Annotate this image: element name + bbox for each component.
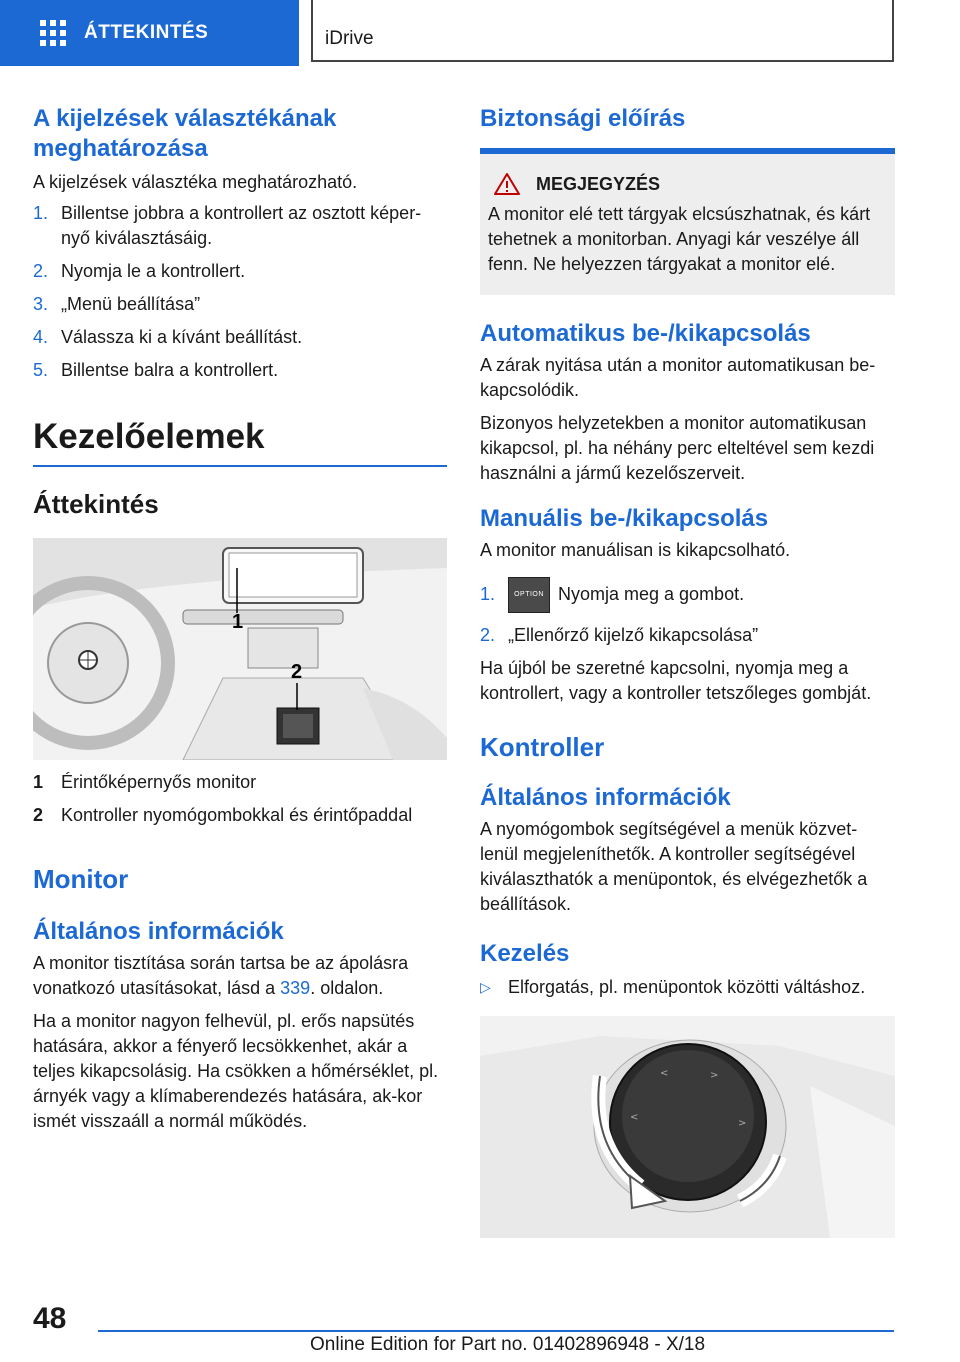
auto-onoff-title: Automatikus be-/kikapcsolás [480,320,811,347]
page-footer [0,1300,960,1362]
operation-title: Kezelés [480,940,570,968]
list-item: 2. „Ellenőrző kijelző kikapcsolása” [480,625,759,646]
manual-paragraph-1: A monitor manuálisan is kikapcsolható. [480,540,791,560]
svg-text:>: > [710,1070,719,1082]
manual-paragraph-2: Ha újból be szeretné kapcsolni, nyomja meg a kontrollert, vagy a kontroller tetszőleges gombját. [480,658,872,704]
list-item: 2. Nyomja le a kontrollert. [33,261,246,281]
left-column [33,100,447,1134]
controller-general-paragraph: A nyomógombok segítségével a menük közvet‐lenül megjeleníthetők. A kontroller segítségével kiválaszthatók a menüpontok, és elvégezhetők a beállítások. [480,819,868,915]
controller-title: Kontroller [480,732,605,763]
list-item: 5. Billentse balra a kontrollert. [33,360,279,380]
page-link[interactable]: 339 [280,978,311,998]
edition-text: Online Edition for Part no. 01402896948 - X/18 [310,1334,706,1355]
warning-triangle-icon [494,172,520,196]
controller-image [480,1016,895,1238]
grid-icon [40,20,66,46]
warning-header [488,172,887,196]
caption-item: 1 Érintőképernyős monitor [33,772,257,792]
caption-item: 2 Kontroller nyomógombokkal és érintőpaddal [33,805,413,825]
section-title-display-selection: A kijelzések választékának meghatározása [33,105,337,162]
page-number: 48 [33,1302,67,1335]
svg-text:>: > [738,1118,747,1130]
svg-text:<: < [630,1112,639,1124]
figure-captions [33,770,447,828]
tab-idrive-label: iDrive [325,28,374,49]
manual-onoff-title: Manuális be-/kikapcsolás [480,505,769,532]
safety-title: Biztonsági előírás [480,105,686,132]
right-column [480,100,895,1238]
general-paragraph-2: Ha a monitor nagyon felhevül, pl. erős napsütés hatására, akkor a fényerő lecsökkenhet, akár a teljes kikapcsolásig. Ha csökken a hőmérséklet, pl. árnyék vagy a klímaberendezés hatására, ak‐kor ismét visszaáll a normál működés. [33,1011,439,1131]
overview-title: Áttekintés [33,489,159,519]
svg-text:<: < [660,1068,669,1080]
option-button-icon: OPTION [508,577,550,613]
section-intro: A kijelzések választéka meghatározható. [33,172,358,192]
figure-label-2: 2 [291,661,303,683]
controller-illustration [480,1016,895,1238]
tab-idrive[interactable] [311,0,894,62]
auto-paragraph-2: Bizonyos helyzetekben a monitor automatikusan kikapcsol, pl. ha néhány perc elteltével sem kezdi használni a jármű kezelőszerveit. [480,413,875,483]
footer-rule [98,1330,894,1332]
list-item: 1. OPTION Nyomja meg a gombot. [480,577,895,613]
triangle-bullet-icon: ▷ [480,979,491,996]
list-item: ▷ Elforgatás, pl. menüpontok közötti váltáshoz. [480,975,895,1000]
operation-list [480,975,895,1000]
auto-paragraph-1: A zárak nyitása után a monitor automatikusan be‐kapcsolódik. [480,355,876,400]
manual-steps [480,577,895,648]
list-item: 1. Billentse jobbra a kontrollert az osztott képer‐nyő kiválasztásáig. [33,203,422,248]
steps-list [33,201,447,383]
monitor-title: Monitor [33,864,129,894]
figure-label-1: 1 [232,611,244,633]
warning-box [480,154,895,295]
list-item: 4. Válassza ki a kívánt beállítást. [33,327,303,347]
warning-heading: MEGJEGYZÉS [536,173,661,194]
list-item: 3. „Menü beállítása” [33,294,201,314]
controller-general-title: Általános információk [480,784,731,812]
warning-text: A monitor elé tett tárgyak elcsúszhatnak, és kárt tehetnek a monitorban. Anyagi kár veszélye áll fenn. Ne helyezzen tárgyakat a monitor elé. [488,204,871,274]
tab-overview[interactable] [0,0,299,66]
tab-overview-label: ÁTTEKINTÉS [84,22,209,43]
chapter-title: Kezelőelemek [33,417,447,467]
cockpit-image [33,538,447,760]
general-paragraph-1: A monitor tisztítása során tartsa be az ápolásra vonatkozó utasításokat, lásd a 339. oldalon. [33,953,409,998]
top-bar [0,0,960,66]
general-info-title: Általános információk [33,918,284,945]
cockpit-illustration [33,538,447,760]
